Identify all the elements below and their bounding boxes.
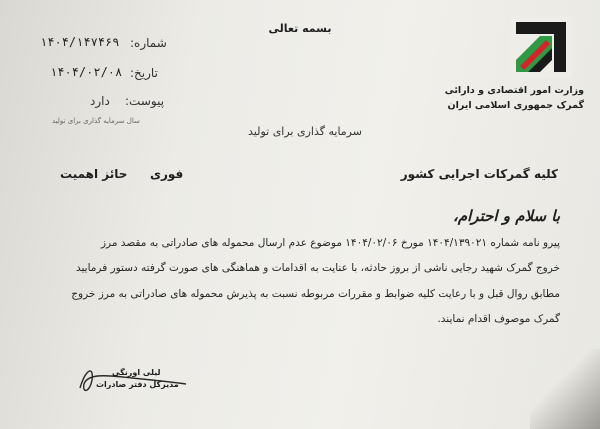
signature-scribble <box>72 358 192 398</box>
customs-logo-icon <box>510 16 572 78</box>
number-label: شماره: <box>130 36 167 50</box>
body-line: خروج گمرک شهید رجایی ناشی از بروز حادثه، با عنایت به اقدامات و هماهنگی های صورت گرفته دستور فرمایید <box>75 262 560 274</box>
date-label: تاریخ: <box>130 66 158 80</box>
year-slogan: سال سرمایه گذاری برای تولید <box>52 117 140 125</box>
subheading: سرمایه گذاری برای تولید <box>248 125 362 138</box>
ministry-line-2: گمرک جمهوری اسلامی ایران <box>447 100 584 111</box>
date-value: ۱۴۰۴/۰۲/۰۸ <box>50 65 123 79</box>
importance-tag: حائز اهمیت <box>60 167 128 181</box>
signatory-name: لیلی اورنگی <box>112 368 161 377</box>
body-line: مطابق روال قبل و با رعایت کلیه ضوابط و مقررات مربوطه نسبت به پذیرش محموله های صادراتی به مرز خروج <box>71 288 560 300</box>
bismillah-heading: بسمه تعالی <box>268 22 332 35</box>
body-line: گمرک موصوف اقدام نمایند. <box>437 313 560 325</box>
page-shadow <box>530 349 600 429</box>
ministry-name <box>444 83 584 113</box>
attachment-value: دارد <box>90 94 110 108</box>
ministry-line-1: وزارت امور اقتصادی و دارائی <box>444 85 584 96</box>
signatory-title: مدیرکل دفتر صادرات <box>96 380 179 389</box>
greeting: با سلام و احترام، <box>453 207 560 225</box>
recipient: کلیه گمرکات اجرایی کشور <box>400 167 558 181</box>
body-line: پیرو نامه شماره ۱۴۰۴/۱۳۹۰۲۱ مورخ ۱۴۰۴/۰۲/۰۶ موضوع عدم ارسال محموله های صادراتی به مقصد مرز <box>100 237 560 249</box>
attachment-label: پیوست: <box>125 94 165 108</box>
urgency-tag: فوری <box>150 167 184 181</box>
number-value: ۱۴۰۴/۱۴۷۴۶۹ <box>40 35 120 49</box>
